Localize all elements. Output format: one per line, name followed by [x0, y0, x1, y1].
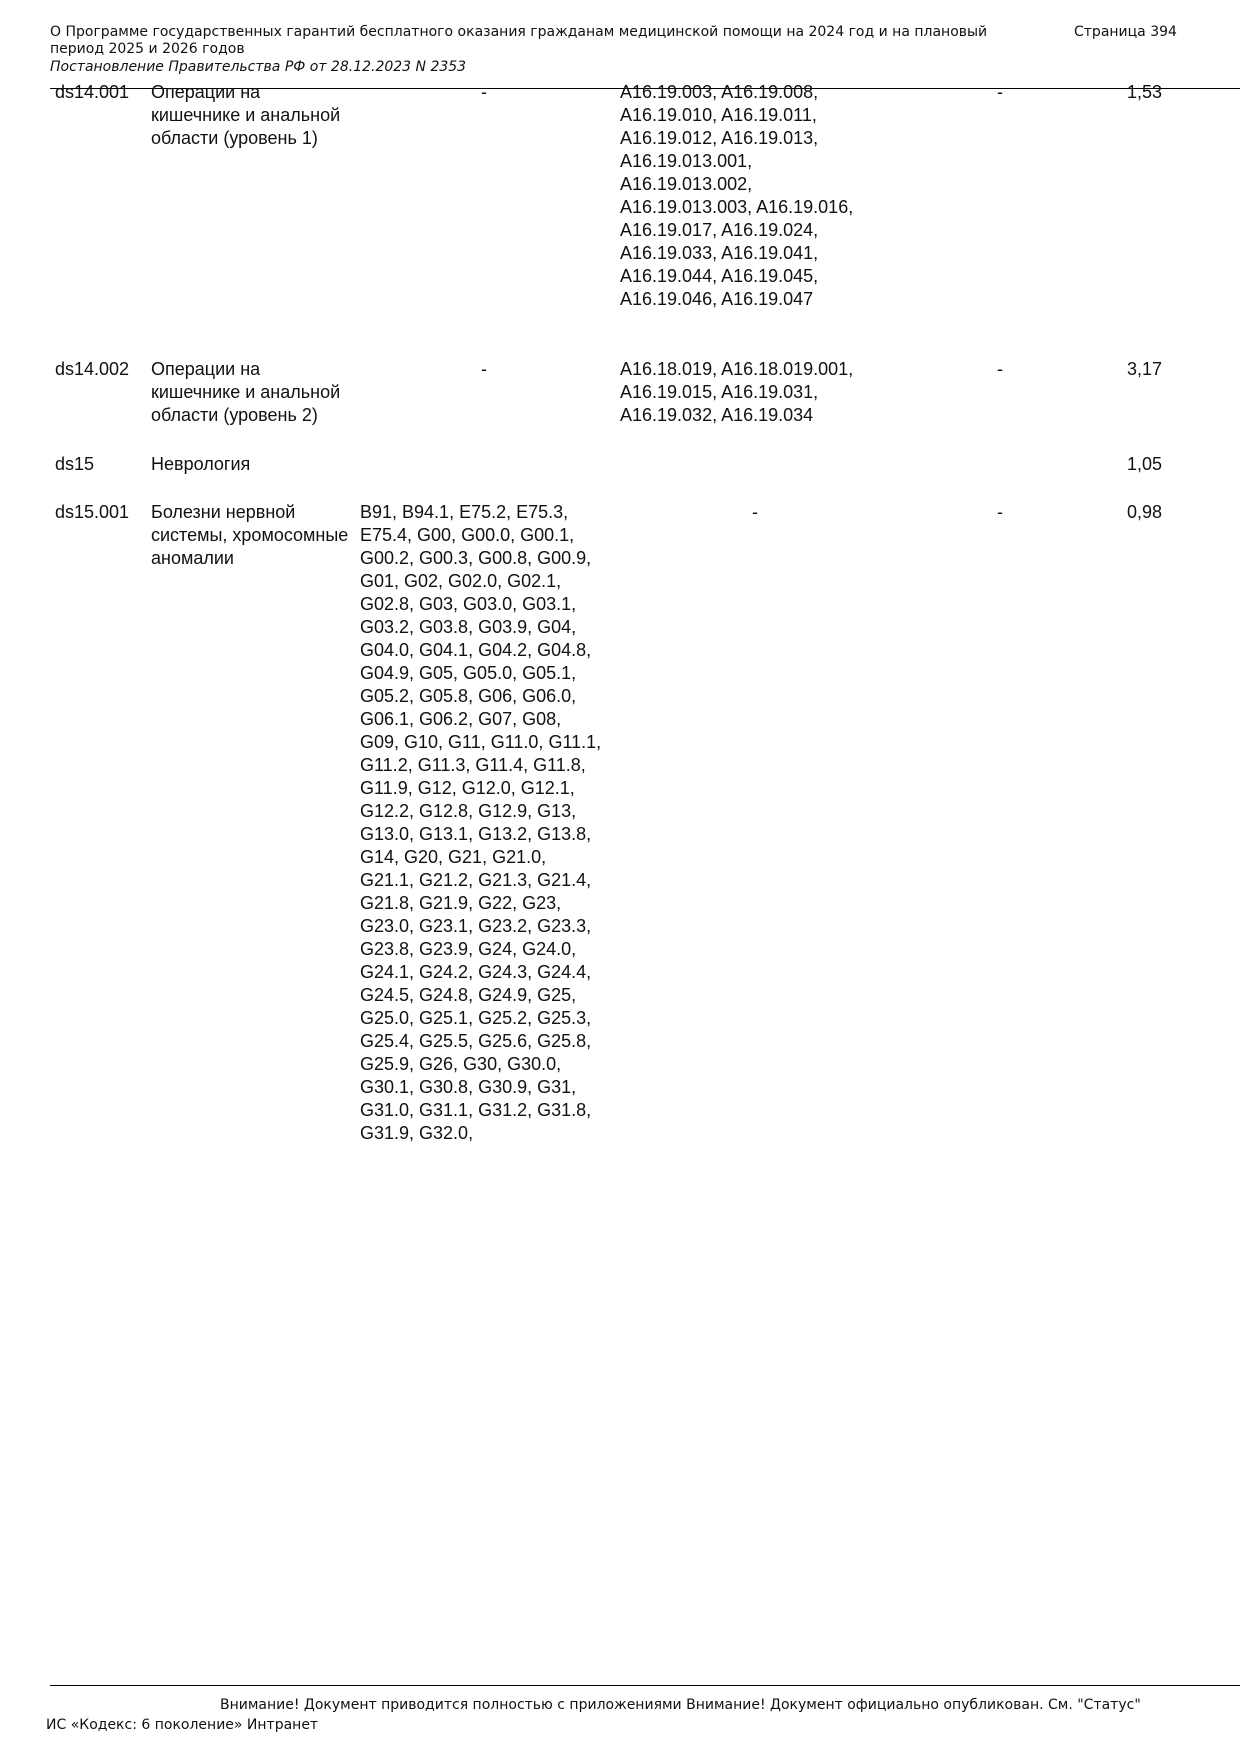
row-other-criteria: - [997, 82, 1003, 102]
row-mkb-codes: B91, B94.1, E75.2, E75.3, E75.4, G00, G00.0, G00.1, G00.2, G00.3, G00.8, G00.9, G01, G02, G02.0, G02.1, G02.8, G03, G03.0, G03.1, G03.2, G03.8, G03.9, G04, G04.0, G04.1, G04.2, G04.8, G04.9, G05, G05.0, G05.1, G05.2, G05.8, G06, G06.0, G06.1, G06.2, G07, G08, G09, G10, G11, G11.0, G11.1, G11.2, G11.3, G11.4, G11.8, G11.9, G12, G12.0, G12.1, G12.2, G12.8, G12.9, G13, G13.0, G13.1, G13.2, G13.8, G14, G20, G21, G21.0, G21.1, G21.2, G21.3, G21.4, G21.8, G21.9, G22, G23, G23.0, G23.1, G23.2, G23.3, G23.8, G23.9, G24, G24.0, G24.1, G24.2, G24.3, G24.4, G24.5, G24.8, G24.9, G25, G25.0, G25.1, G25.2, G25.3, G25.4, G25.5, G25.6, G25.8, G25.9, G26, G30, G30.0, G30.1, G30.8, G30.9, G31, G31.0, G31.1, G31.2, G31.8, G31.9, G32.0, [360, 502, 602, 1143]
row-code: ds14.001 [55, 82, 130, 102]
row-mkb-codes: - [481, 82, 487, 102]
footer-system-name: ИС «Кодекс: 6 поколение» Интранет [46, 1717, 319, 1733]
row-name: Операции на кишечнике и анальной области (уровень 2) [151, 359, 341, 425]
row-name: Болезни нервной системы, хромосомные аномалии [151, 502, 349, 568]
row-other-criteria: - [997, 359, 1003, 379]
row-coefficient: 1,53 [1126, 82, 1162, 102]
row-code: ds15.001 [55, 502, 130, 522]
row-service-codes: - [752, 502, 758, 522]
footer-notice: Внимание! Документ приводится полностью с приложениями Внимание! Документ официально опубликован. См. "Статус" [220, 1697, 1141, 1713]
row-other-criteria: - [997, 502, 1003, 522]
row-code: ds14.002 [55, 359, 130, 379]
row-coefficient: 1,05 [1126, 454, 1162, 474]
row-coefficient: 3,17 [1126, 359, 1162, 379]
row-service-codes: A16.19.003, A16.19.008, A16.19.010, A16.19.011, A16.19.012, A16.19.013, A16.19.013.001, A16.19.013.002, A16.19.013.003, A16.19.016, A16.19.017, A16.19.024, A16.19.033, A16.19.041, A16.19.044, A16.19.045, A16.19.046, A16.19.047 [620, 82, 854, 309]
page-number: Страница 394 [1074, 24, 1177, 40]
row-name: Неврология [151, 454, 251, 474]
row-coefficient: 0,98 [1126, 502, 1162, 522]
row-code: ds15 [55, 454, 95, 474]
footer-divider [50, 1685, 1240, 1686]
row-service-codes: A16.18.019, A16.18.019.001, A16.19.015, A16.19.031, A16.19.032, A16.19.034 [620, 359, 854, 425]
document-subtitle: Постановление Правительства РФ от 28.12.2023 N 2353 [50, 59, 467, 75]
row-mkb-codes: - [481, 359, 487, 379]
row-name: Операции на кишечнике и анальной области (уровень 1) [151, 82, 341, 148]
document-title: О Программе государственных гарантий бесплатного оказания гражданам медицинской помощи на 2024 год и на плановый период 2025 и 2026 годов [50, 24, 988, 57]
